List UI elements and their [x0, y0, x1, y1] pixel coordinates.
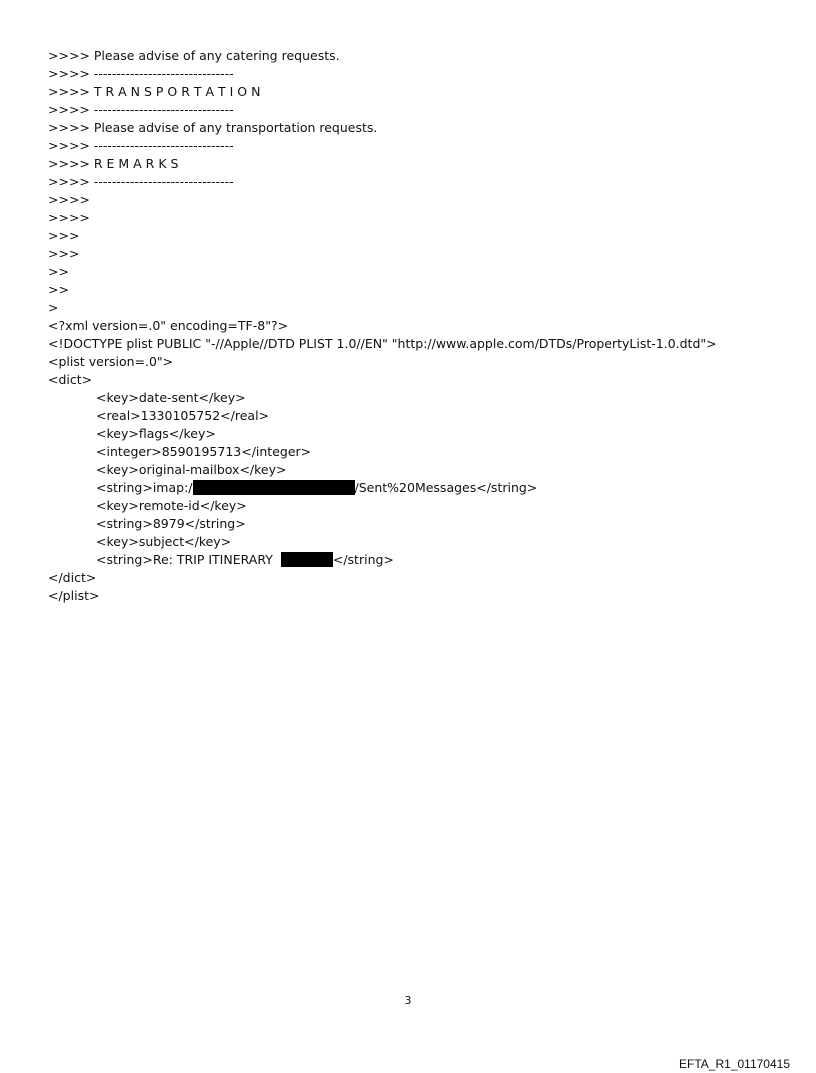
- quoted-line: >>>>: [48, 210, 90, 225]
- quoted-line: >>>: [48, 228, 80, 243]
- mailbox-suffix: /Sent%20Messages</string>: [354, 480, 538, 495]
- remote-id-key: <key>remote-id</key>: [96, 498, 247, 513]
- original-mailbox-value: [48, 479, 788, 497]
- quoted-line: >>>> R E M A R K S: [48, 156, 179, 171]
- page-number: 3: [404, 994, 412, 1007]
- dict-open-tag: <dict>: [48, 372, 93, 387]
- document-body: [48, 47, 788, 605]
- quoted-line: >>>: [48, 246, 80, 261]
- plist-open-tag: <plist version=.0">: [48, 354, 174, 369]
- quoted-line: >>: [48, 282, 69, 297]
- quoted-line: >>>> -------------------------------: [48, 138, 234, 153]
- dict-close-tag: </dict>: [48, 570, 97, 585]
- doctype-line: <!DOCTYPE plist PUBLIC "-//Apple//DTD PLIST 1.0//EN" "http://www.apple.com/DTDs/PropertyList-1.0.dtd">: [48, 336, 717, 351]
- flags-value: <integer>8590195713</integer>: [96, 444, 312, 459]
- redaction-box: [193, 480, 355, 495]
- original-mailbox-key: <key>original-mailbox</key>: [96, 462, 287, 477]
- quoted-line: >>: [48, 264, 69, 279]
- mailbox-prefix: <string>imap:/: [96, 480, 193, 495]
- quoted-line: >>>> -------------------------------: [48, 66, 234, 81]
- flags-key: <key>flags</key>: [96, 426, 216, 441]
- subject-suffix: </string>: [332, 552, 394, 567]
- quoted-line: >>>> Please advise of any catering requests.: [48, 48, 340, 63]
- bates-number: EFTA_R1_01170415: [679, 1057, 790, 1071]
- quoted-line: >>>> T R A N S P O R T A T I O N: [48, 84, 261, 99]
- plist-close-tag: </plist>: [48, 588, 100, 603]
- quoted-line: >: [48, 300, 59, 315]
- subject-value: [48, 551, 788, 569]
- quoted-line: >>>> -------------------------------: [48, 102, 234, 117]
- quoted-line: >>>>: [48, 192, 90, 207]
- remote-id-value: <string>8979</string>: [96, 516, 246, 531]
- subject-prefix: <string>Re: TRIP ITINERARY: [96, 552, 273, 567]
- subject-key: <key>subject</key>: [96, 534, 232, 549]
- xml-declaration: <?xml version=.0" encoding=TF-8"?>: [48, 318, 289, 333]
- date-sent-value: <real>1330105752</real>: [96, 408, 270, 423]
- date-sent-key: <key>date-sent</key>: [96, 390, 246, 405]
- quoted-line: >>>> -------------------------------: [48, 174, 234, 189]
- redaction-box: [281, 552, 333, 567]
- quoted-line: >>>> Please advise of any transportation requests.: [48, 120, 378, 135]
